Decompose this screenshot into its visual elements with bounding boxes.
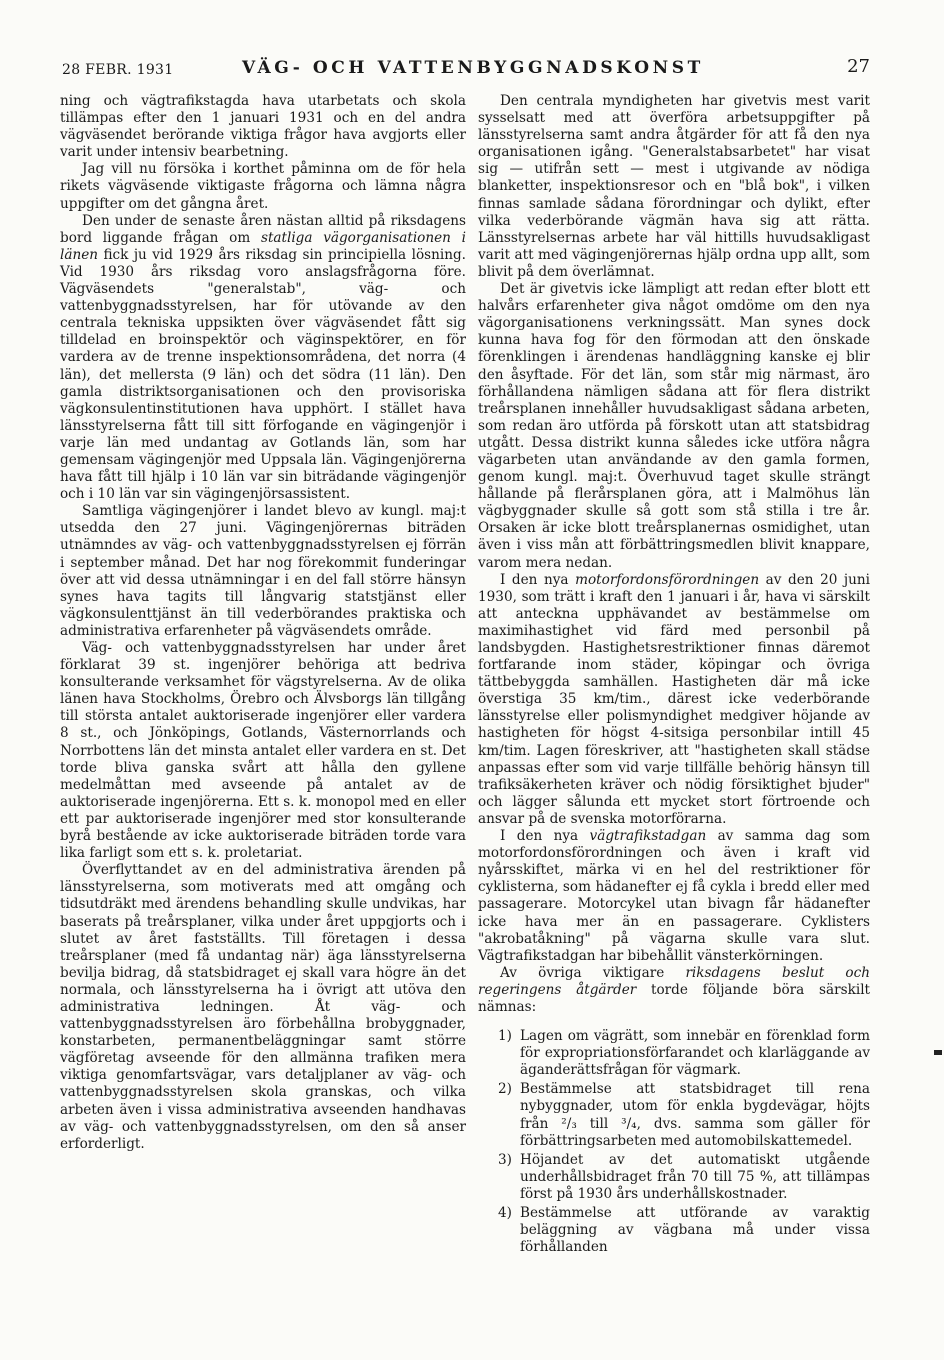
paragraph-text: I den nya xyxy=(500,571,576,588)
emphasis-text: riksdagens beslut och regeringens åtgärder xyxy=(478,964,870,998)
page-number: 27 xyxy=(847,56,870,77)
paragraph-text: av den 20 juni 1930, som trätt i kraft den 1 januari i år, hava vi särskilt att anteckna upphävandet av bestämmelse om maximihastighet vid färd med personbil på landsbygden. Hastighetsrestriktioner finnas däremot fortfarande inom städer, köpingar och övriga tättbebyggda samhällen. Hastigheten där må icke överstiga 35 km/tim., därest icke vederbörande länsstyrelse eller polismyndighet medgiver höjande av hastigheten för högst 4-sitsiga personbilar intill 45 km/tim. Lagen föreskriver, att "hastigheten skall städse anpassas efter som vid varje tillfälle behörig hänsyn till trafiksäkerheten kräver och nödig försiktighet bjuder" och lägger sålunda ett mycket stort förtroende och ansvar på de svenska motorförarna. xyxy=(478,571,870,827)
list-number: 1) xyxy=(498,1028,512,1045)
paragraph: Samtliga vägingenjörer i landet blevo av kungl. maj:t utsedda den 27 juni. Vägingenjörernas biträden utnämndes av väg- och vattenbyggnadsstyrelsen ej förrän i september månad. Det har nog förekommit funderingar över att vid dessa utnämningar i en del fall större hänsyn synes hava tagits till långvarig statstjänst eller vägkonsulenttjänst än till vederbörandes praktiska och administrativa erfarenheter på vägväsendets område. xyxy=(60,503,466,639)
page-header xyxy=(62,58,870,84)
paragraph-text: torde följande böra särskilt nämnas: xyxy=(478,981,870,1015)
paragraph xyxy=(60,213,466,504)
list-text: Lagen om vägrätt, som innebär en förenklad form för expropriationsförfarandet och klarläggande av äganderättsfrågan för vägmark. xyxy=(520,1028,870,1079)
list-item xyxy=(478,1205,870,1256)
paragraph-text: I den nya xyxy=(500,828,590,845)
paragraph xyxy=(478,828,870,965)
list-number: 4) xyxy=(498,1205,512,1221)
list-item xyxy=(478,1081,870,1149)
right-column xyxy=(478,93,870,1258)
paragraph-text: fick ju vid 1929 års riksdag sin principiella lösning. Vid 1930 års riksdag voro anslagsfrågorna före. Vägväsendets "generalstab", väg- och vattenbyggnadsstyrelsen, har för utövande av den centrala tekniska uppsikten över vägväsendet fått sig tilldelad en broinspektör och väginspektörer, en för vardera av de trenne inspektionsområdena, det norra (4 län), det mellersta (9 län) och det södra (11 län). Den gamla distriktsorganisationen och den provisoriska vägkonsulentinstitutionen hava upphört. I stället hava länsstyrelserna fått till sitt förfogande en vägingenjör i varje län med undantag av Gotlands län, som har gemensam vägingenjör med Uppsala län. Vägingenjörerna hava fått till hjälp i 10 län var sin biträdande vägingenjör och i 10 län var sin vägingenjörsassistent. xyxy=(60,246,466,503)
list-text: Bestämmelse att utförande av varaktig beläggning av vägbana må under vissa förhållanden xyxy=(520,1205,870,1256)
list-number: 3) xyxy=(498,1151,512,1168)
paragraph: Det är givetvis icke lämpligt att redan efter blott ett halvårs erfarenheter giva något omdöme om den nya vägorganisationens verkningssätt. Man synes dock kunna hava fog för den förmodan att den önskade förenklingen i ärendenas handläggning kanske ej blir den åsyftade. För det län, som står mig närmast, äro förhållandena nämligen sådana att för flera distrikt treårsplanen innehåller huvudsakligast sådana arbeten, som redan äro utförda på förskott utan att statsbidrag utgått. Dessa distrikt kunna således icke utföra några vägarbeten utan användande av den gamla formen, genom kungl. maj:t. Överhuvud taget skulle strängt hållande på flerårsplanen göra, att i Malmöhus län vägbyggnader skulle så gott som stå stilla i tre år. Orsaken är icke blott treårsplanernas osmidighet, utan även i viss mån att förbättringsmedlen blivit knappare, varom mera nedan. xyxy=(478,281,870,571)
list-text: Bestämmelse att statsbidraget till rena nybyggnader, utom för enkla bygdevägar, höjts från ²/₃ till ³/₄, dvs. samma som gäller för förbättringsarbeten med automobilskattemedel. xyxy=(520,1081,870,1149)
paragraph: Jag vill nu försöka i korthet påminna om de för hela rikets vägväsende viktigaste frågorna och lämna några uppgifter om det gångna året. xyxy=(60,161,466,212)
journal-title: VÄG- OCH VATTENBYGGNADSKONST xyxy=(242,58,704,78)
paragraph-text: Den under de senaste åren nästan alltid på riksdagens bord liggande frågan om xyxy=(60,212,466,246)
paragraph: ning och vägtrafikstagda hava utarbetats och skola tillämpas efter den 1 januari 1931 och en del andra vägväsendet berörande viktiga frågor hava avgjorts eller varit under intensiv bearbetning. xyxy=(60,93,466,161)
margin-mark xyxy=(934,1050,942,1055)
header-date: 28 FEBR. 1931 xyxy=(62,62,174,78)
paragraph xyxy=(478,965,870,1016)
emphasis-text: vägtrafikstadgan xyxy=(589,828,707,845)
list-item xyxy=(478,1152,870,1203)
emphasis-text: motorfordonsförordningen xyxy=(575,571,760,588)
numbered-list xyxy=(478,1028,870,1256)
emphasis-text: statliga vägorganisationen i länen xyxy=(60,229,466,263)
list-item xyxy=(478,1028,870,1079)
list-number: 2) xyxy=(498,1081,512,1098)
paragraph: Den centrala myndigheten har givetvis mest varit sysselsatt med att överföra arbetsuppgifter på länsstyrelserna samt andra åtgärder för att få den nya organisationen igång. "Generalstabsarbetet" har visat sig — utifrån sett — mest i utgivande av nödiga blanketter, inspektionsresor och en "blå bok", i vilken finnas samlade sådana förordningar och dylikt, efter vilka vederbörande vägmän hava sig att rätta. Länsstyrelsernas arbete har väl hittills huvudsakligast varit att med vägingenjörernas hjälp ordna upp allt, som blivit på dem överlämnat. xyxy=(478,93,870,280)
paragraph xyxy=(478,572,870,828)
paragraph-text: av samma dag som motorfordonsförordningen och även i kraft vid nyårsskiftet, märka vi en hel del restriktioner för cyklisterna, som hädanefter ej få cykla i bredd eller med passagerare. Motorcykel utan bivagn får hädanefter icke hava mer än en passagerare. Cyklisters "akrobatåkning" på vägarna skulle vara slut. Vägtrafikstadgan har bibehållit vänsterkörningen. xyxy=(478,828,871,964)
list-text: Höjandet av det automatiskt utgående underhållsbidraget från 70 till 75 %, att tillämpas först på 1930 års underhållskostnader. xyxy=(520,1151,870,1202)
left-column xyxy=(60,93,466,1153)
paragraph: Överflyttandet av en del administrativa ärenden på länsstyrelserna, som motiverats med att omgång och tidsutdräkt med ärendens behandling skulle undvikas, har baserats på treårsplaner, vilka under året uppgjorts och i slutet av året fastställts. Till företagen i dessa treårsplaner (med få undantag när) äga länsstyrelserna bevilja bidrag, då statsbidraget ej skall vara högre än det normala, och länsstyrelserna ha i övrigt att utöva den administrativa ledningen. Åt väg- och vattenbyggnadsstyrelsen äro förbehållna brobyggnader, konstarbeten, permanentbeläggningar samt större vägföretag avseende för den allmänna trafiken mera viktiga genomfartsvägar, vars detaljplaner av väg- och vattenbyggnadsstyrelsen skola granskas, och vilka arbeten även i vissa administrativa avseenden handhavas av väg- och vattenbyggnadsstyrelsen, om den så anser erforderligt. xyxy=(60,862,466,1152)
paragraph: Väg- och vattenbyggnadsstyrelsen har under året förklarat 39 st. ingenjörer behöriga att bedriva konsulterande verksamhet för vägstyrelserna. Av de olika länen hava Stockholms, Örebro och Älvsborgs län tillgång till största antalet auktoriserade ingenjörer eller vardera 8 st., och Jönköpings, Gotlands, Västernorrlands och Norrbottens län det minsta antalet eller vardera en st. Det torde bliva ganska svårt att hålla den gyllene medelmåttan med avseende på antalet av de auktoriserade ingenjörerna. Ett s. k. monopol med en eller ett par auktoriserade ingenjörer med stor konsulterande byrå bestående av icke auktoriserade biträden torde vara lika farligt som ett s. k. proletariat. xyxy=(60,640,466,862)
paragraph-text: Av övriga viktigare xyxy=(500,964,686,981)
